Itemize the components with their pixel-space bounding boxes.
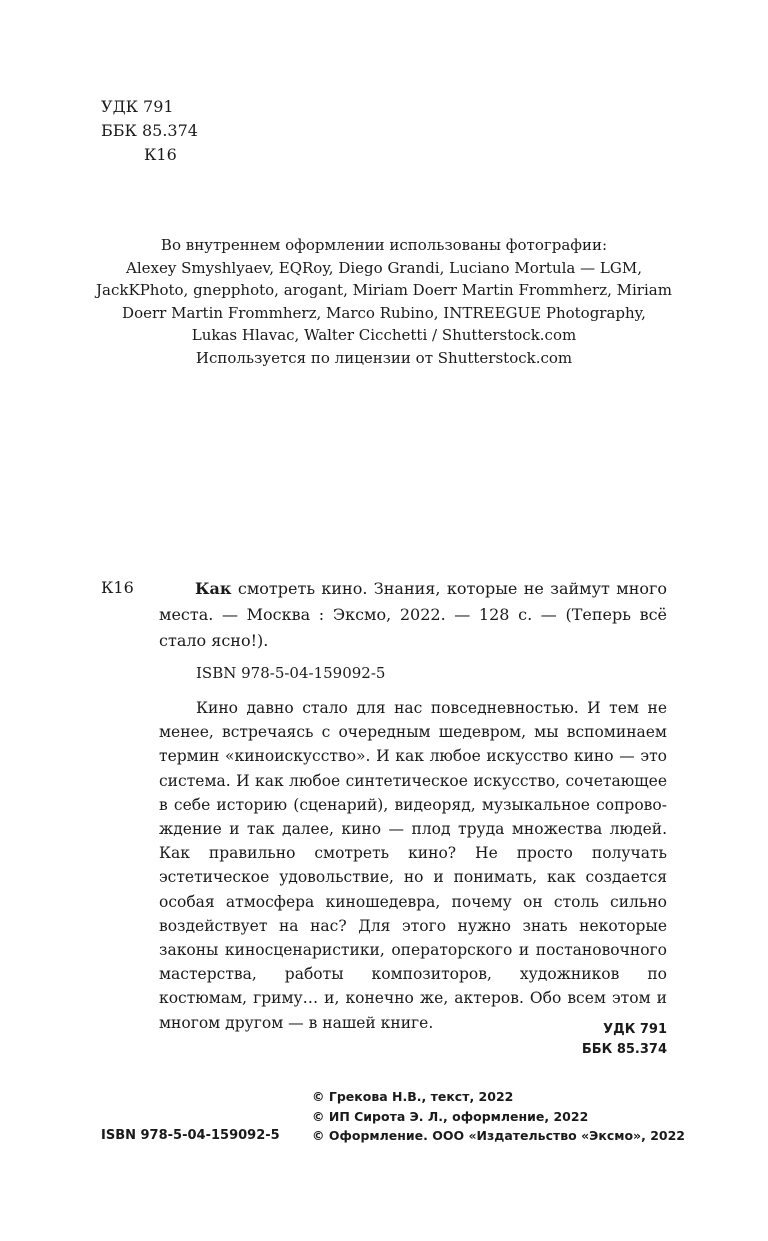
classification-block <box>101 95 198 167</box>
author-mark: К16 <box>144 145 177 164</box>
udk-code: УДК 791 <box>101 97 174 116</box>
copyright-block <box>312 1087 685 1146</box>
udk-short: УДК 791 <box>603 1022 667 1037</box>
bbk-code: ББК 85.374 <box>101 121 198 140</box>
credit-line: Doerr Martin Frommherz, Marco Rubino, INTREEGUE Photography, <box>122 303 646 322</box>
credit-line: Lukas Hlavac, Walter Cicchetti / Shutterstock.com <box>191 326 577 344</box>
catalog-entry-code: К16 <box>101 578 134 597</box>
catalog-entry-title: Как <box>195 579 232 598</box>
footer-isbn: ISBN 978-5-04-159092-5 <box>101 1128 280 1143</box>
catalog-entry-isbn: ISBN 978-5-04-159092-5 <box>196 664 386 682</box>
annotation-paragraph: Кино давно стало для нас повседневностью. И тем не менее, встречаясь с очередным шедевром, мы вспоминаем термин «киноискусство». И как любое искусство кино — это система. И как любое синтетическое искусство, сочетающее в себе историю (сценарий), видеоряд, музыкальное сопровождение и так далее, кино — плод труда множества людей. Как правильно смотреть кино? Не просто получать эстетическое удовольствие, но и понимать, как создается особая атмосфера киношедевра, почему он столь сильно воздействует на нас? Для этого нужно знать некоторые законы киносценаристики, операторского и постановочного мастерства, работы композиторов, художников по костюмам, гриму… и, конечно же, актеров. Обо всем этом и многом другом — в нашей книге. <box>159 699 667 1032</box>
credit-line: Во внутреннем оформлении использованы фотографии: <box>160 236 608 254</box>
copyright-line: © Грекова Н.В., текст, 2022 <box>312 1089 514 1104</box>
bbk-short: ББК 85.374 <box>581 1042 667 1057</box>
copyright-line: © ИП Сирота Э. Л., оформление, 2022 <box>312 1108 589 1124</box>
short-codes-block <box>582 1020 667 1060</box>
catalog-entry-description <box>159 576 667 654</box>
catalog-entry-text: смотреть кино. Знания, которые не займут много места. — Москва : Эксмо, 2022. — 128 с. — (Теперь всё стало ясно!). <box>159 579 668 650</box>
credit-line: Используется по лицензии от Shutterstock.com <box>195 348 573 367</box>
credit-line: Alexey Smyshlyaev, EQRoy, Diego Grandi, Luciano Mortula — LGM, <box>126 258 642 277</box>
photo-credits <box>80 234 688 369</box>
copyright-line: © Оформление. ООО «Издательство «Эксмо», 2022 <box>312 1128 685 1143</box>
credit-line: JackKPhoto, gnepphoto, arogant, Miriam Doerr Martin Frommherz, Miriam <box>96 281 672 299</box>
